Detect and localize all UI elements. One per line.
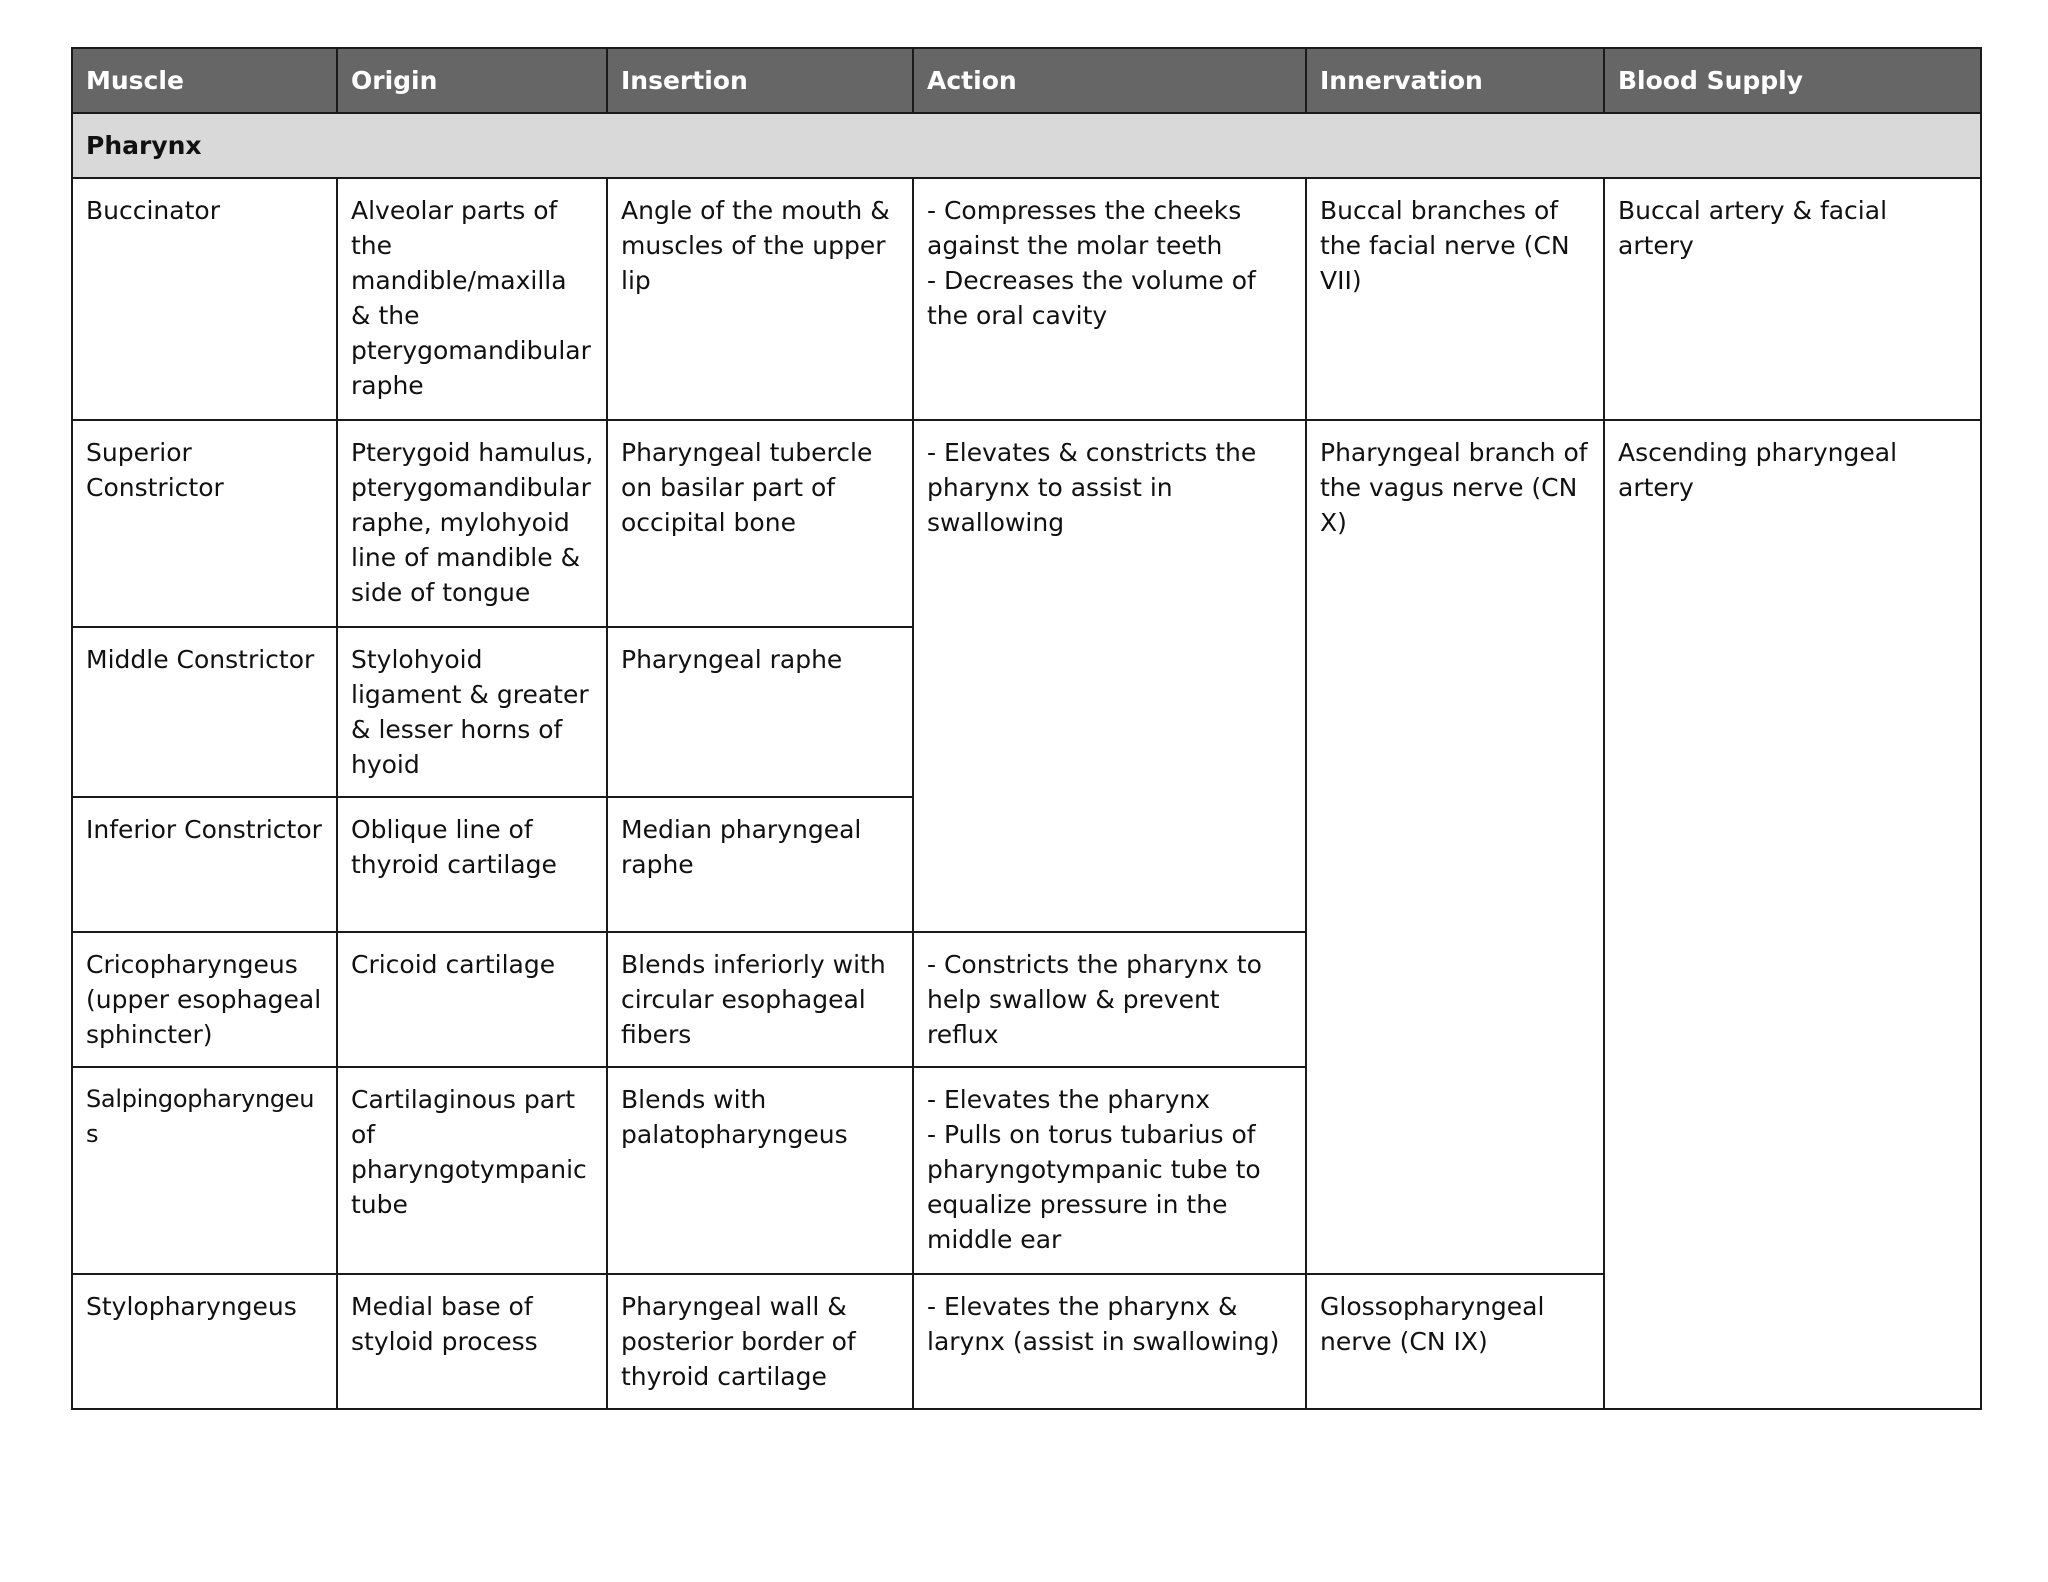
cell-innervation: Buccal branches of the facial nerve (CN VII) <box>1306 178 1604 420</box>
action-line: - Elevates the pharynx & larynx (assist in swallowing) <box>927 1292 1280 1356</box>
cell-muscle: Middle Constrictor <box>72 627 337 797</box>
cell-origin: Alveolar parts of the mandible/maxilla & the pterygomandibular raphe <box>337 178 607 420</box>
header-muscle: Muscle <box>72 48 337 113</box>
cell-innervation: Glossopharyngeal nerve (CN IX) <box>1306 1274 1604 1409</box>
cell-action <box>913 932 1306 1067</box>
section-title: Pharynx <box>72 113 1981 178</box>
cell-insertion: Pharyngeal raphe <box>607 627 913 797</box>
action-line: - Constricts the pharynx to help swallow & prevent reflux <box>927 950 1262 1049</box>
cell-blood-supply: Ascending pharyngeal artery <box>1604 420 1981 1409</box>
action-line: - Pulls on torus tubarius of pharyngotympanic tube to equalize pressure in the middle ear <box>927 1120 1261 1254</box>
cell-blood-supply: Buccal artery & facial artery <box>1604 178 1981 420</box>
cell-origin: Stylohyoid ligament & greater & lesser horns of hyoid <box>337 627 607 797</box>
header-action: Action <box>913 48 1306 113</box>
cell-action <box>913 1067 1306 1274</box>
action-line: - Elevates the pharynx <box>927 1085 1211 1114</box>
cell-insertion: Pharyngeal tubercle on basilar part of occipital bone <box>607 420 913 627</box>
header-row <box>72 48 1981 113</box>
cell-insertion: Angle of the mouth & muscles of the upper lip <box>607 178 913 420</box>
cell-insertion: Blends inferiorly with circular esophageal fibers <box>607 932 913 1067</box>
cell-origin: Medial base of styloid process <box>337 1274 607 1409</box>
cell-origin: Cartilaginous part of pharyngotympanic tube <box>337 1067 607 1274</box>
cell-action <box>913 1274 1306 1409</box>
cell-muscle: Superior Constrictor <box>72 420 337 627</box>
cell-insertion: Blends with palatopharyngeus <box>607 1067 913 1274</box>
cell-origin: Pterygoid hamulus, pterygomandibular raphe, mylohyoid line of mandible & side of tongue <box>337 420 607 627</box>
table-row <box>72 420 1981 627</box>
cell-action <box>913 178 1306 420</box>
cell-innervation: Pharyngeal branch of the vagus nerve (CN X) <box>1306 420 1604 1274</box>
cell-origin: Oblique line of thyroid cartilage <box>337 797 607 932</box>
cell-action <box>913 420 1306 932</box>
action-line: - Elevates & constricts the pharynx to assist in swallowing <box>927 438 1257 537</box>
muscle-table <box>71 47 1982 1410</box>
header-blood-supply: Blood Supply <box>1604 48 1981 113</box>
header-insertion: Insertion <box>607 48 913 113</box>
table-row <box>72 178 1981 420</box>
cell-origin: Cricoid cartilage <box>337 932 607 1067</box>
cell-insertion: Pharyngeal wall & posterior border of thyroid cartilage <box>607 1274 913 1409</box>
cell-muscle: Stylopharyngeus <box>72 1274 337 1409</box>
header-innervation: Innervation <box>1306 48 1604 113</box>
cell-muscle: Buccinator <box>72 178 337 420</box>
section-row <box>72 113 1981 178</box>
action-line: - Decreases the volume of the oral cavity <box>927 266 1256 330</box>
cell-muscle: Inferior Constrictor <box>72 797 337 932</box>
header-origin: Origin <box>337 48 607 113</box>
action-line: - Compresses the cheeks against the molar teeth <box>927 196 1242 260</box>
cell-insertion: Median pharyngeal raphe <box>607 797 913 932</box>
cell-muscle: Cricopharyngeus (upper esophageal sphincter) <box>72 932 337 1067</box>
cell-muscle: Salpingopharyngeus <box>72 1067 337 1274</box>
